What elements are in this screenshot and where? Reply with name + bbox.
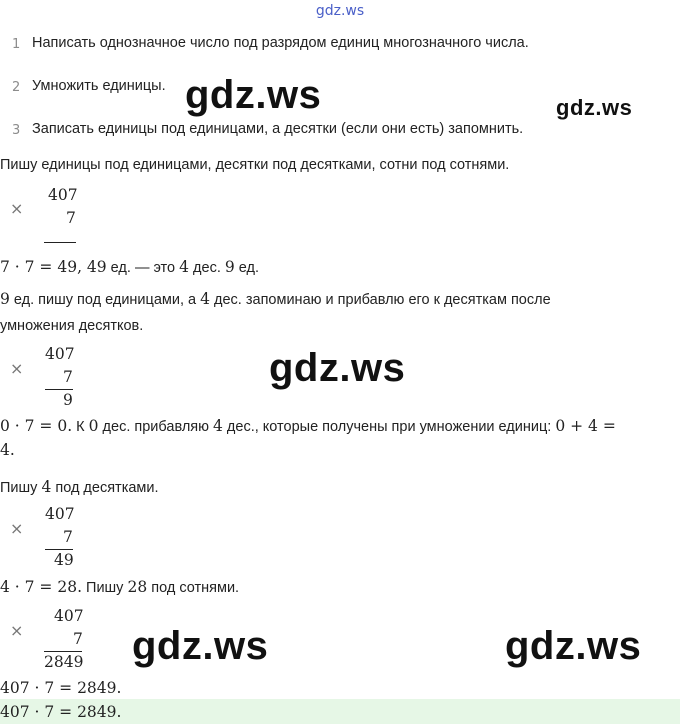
math-value: 9 [0, 290, 10, 308]
watermark: gdz.ws [269, 346, 406, 390]
partial-result: 9 [63, 391, 73, 409]
site-header[interactable]: gdz.ws [315, 3, 365, 19]
math-value: 4 [179, 258, 190, 276]
math-value: 28 [127, 578, 148, 596]
text-fragment: Пишу [82, 580, 128, 596]
multiply-sign: × [10, 519, 24, 538]
solution-line: умножения десятков. [0, 318, 144, 334]
math-expression: 0 · 7 = 0. [0, 417, 73, 435]
text-fragment: ед. [234, 260, 260, 276]
multiply-sign: × [10, 621, 24, 640]
partial-result: 49 [54, 551, 74, 569]
text-fragment: ед. пишу под единицами, а [9, 292, 201, 308]
watermark: gdz.ws [556, 95, 633, 120]
text-fragment: под сотнями. [147, 580, 240, 596]
text-fragment: под десятками. [51, 480, 159, 496]
intro-text: Пишу единицы под единицами, десятки под десятками, сотни под сотнями. [0, 157, 510, 173]
solution-line [0, 417, 616, 435]
math-value: 4. [0, 441, 15, 459]
multiplier: 7 [63, 368, 73, 386]
text-fragment: Пишу [0, 480, 42, 496]
math-value: 4 [41, 478, 52, 496]
multiply-sign: × [10, 199, 24, 218]
text-fragment: ед. — это [106, 260, 180, 276]
solution-line [0, 290, 551, 308]
column-rule [45, 389, 73, 390]
solution-line [0, 258, 259, 276]
answer-line: 407 · 7 = 2849. [0, 679, 122, 697]
math-value: 9 [224, 258, 235, 276]
multiplicand: 407 [54, 607, 84, 625]
text-fragment: дес. прибавляю [98, 419, 214, 435]
step-number: 2 [12, 80, 21, 95]
multiplier: 7 [63, 528, 73, 546]
math-expression: 7 · 7 = 49, 49 [0, 258, 107, 276]
math-expression: 0 + 4 = [555, 417, 616, 435]
watermark: gdz.ws [185, 73, 322, 117]
multiplicand: 407 [45, 505, 75, 523]
multiplier: 7 [66, 209, 76, 227]
column-rule [44, 651, 82, 652]
math-value: 0 [88, 417, 99, 435]
text-fragment: дес. запоминаю и прибавлю его к десяткам после [210, 292, 551, 308]
column-rule [44, 242, 76, 243]
solution-line [0, 578, 239, 596]
math-expression: 4 · 7 = 28. [0, 578, 82, 596]
step-number: 3 [12, 123, 21, 138]
column-rule [45, 549, 73, 550]
step-text: Написать однозначное число под разрядом единиц многозначного числа. [32, 35, 529, 51]
answer-line-highlighted: 407 · 7 = 2849. [0, 703, 122, 721]
watermark: gdz.ws [132, 624, 269, 668]
watermark: gdz.ws [505, 624, 642, 668]
step-number: 1 [12, 37, 21, 52]
text-fragment: дес. [189, 260, 225, 276]
multiplier: 7 [73, 630, 83, 648]
math-value: 4 [200, 290, 210, 308]
solution-line [0, 478, 159, 496]
math-value: 4 [213, 417, 223, 435]
multiplicand: 407 [45, 345, 75, 363]
final-product: 2849 [44, 653, 84, 671]
step-text: Умножить единицы. [32, 78, 166, 94]
multiply-sign: × [10, 359, 24, 378]
text-fragment: К [72, 419, 89, 435]
text-fragment: дес., которые получены при умножении единиц: [222, 419, 556, 435]
multiplicand: 407 [48, 186, 78, 204]
step-text: Записать единицы под единицами, а десятки (если они есть) запомнить. [32, 121, 524, 137]
